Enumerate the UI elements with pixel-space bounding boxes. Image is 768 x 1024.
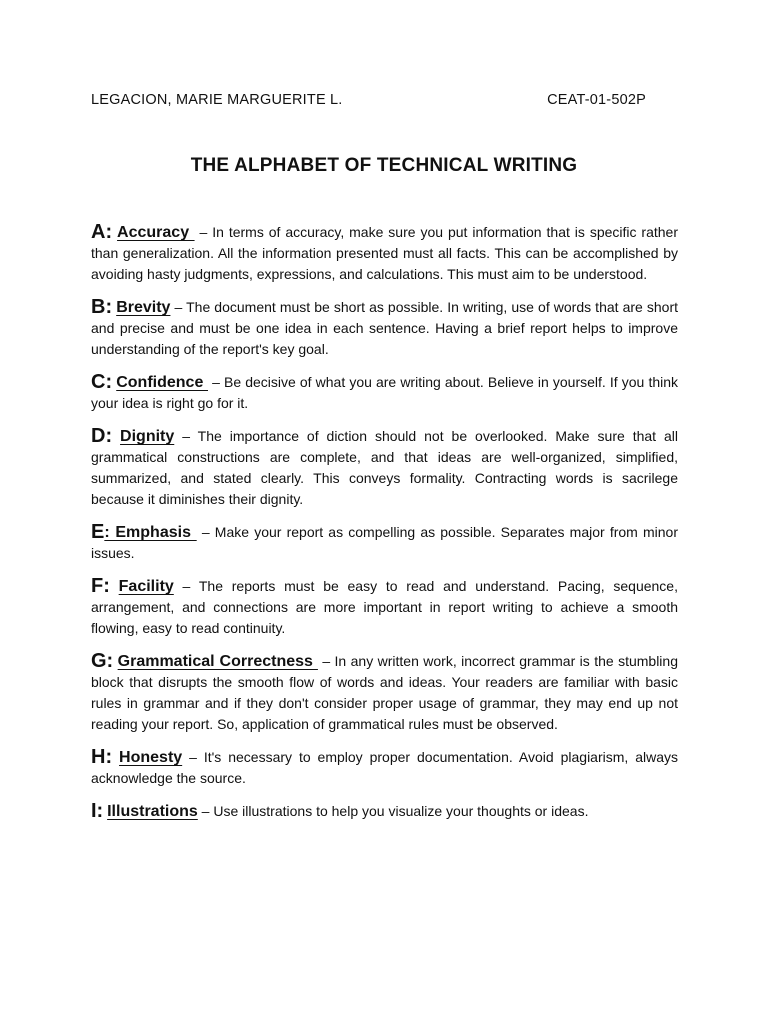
entry-list	[91, 222, 678, 836]
entry-letter: H:	[91, 746, 113, 768]
entry-dignity	[91, 426, 678, 510]
entry-dash: –	[194, 224, 213, 240]
entry-dash: –	[317, 653, 335, 669]
entry-emphasis	[91, 522, 678, 564]
entry-term: Dignity	[120, 428, 175, 445]
entry-term: Brevity	[116, 299, 171, 316]
entry-text: In terms of accuracy, make sure you put information that is specific rather than generalization. All the information presented must all facts. This can be accomplished by avoiding hasty judgments, expressions, and calculations. This must aim to be understood.	[91, 224, 679, 282]
entry-text: It's necessary to employ proper documentation. Avoid plagiarism, always acknowledge the source.	[91, 749, 679, 786]
page-title: THE ALPHABET OF TECHNICAL WRITING	[190, 155, 578, 176]
document-header	[91, 92, 646, 108]
entry-illustrations	[91, 801, 678, 822]
entry-letter: E	[91, 521, 105, 543]
entry-term: Accuracy	[117, 224, 195, 241]
entry-grammatical-correctness	[91, 651, 678, 735]
entry-text: The document must be short as possible. In writing, use of words that are short and precise and must be one idea in each sentence. Having a brief report helps to improve understanding of the report's key goal.	[91, 299, 679, 357]
entry-text: In any written work, incorrect grammar is the stumbling block that disrupts the smooth flow of words and ideas. Your readers are familiar with basic rules in grammar and if they don't consider proper usage of grammar, they may end up not reading your report. So, application of grammatical rules must be observed.	[91, 653, 678, 732]
entry-term: Illustrations	[107, 803, 198, 820]
entry-letter: F:	[91, 575, 110, 597]
entry-dash: –	[173, 578, 199, 594]
entry-dash: –	[170, 299, 187, 315]
entry-facility	[91, 576, 678, 639]
entry-letter: G:	[91, 650, 114, 672]
entry-term: Honesty	[119, 749, 183, 766]
entry-accuracy	[91, 222, 678, 285]
entry-honesty	[91, 747, 678, 789]
entry-confidence	[91, 372, 678, 414]
entry-letter: C:	[91, 371, 113, 393]
entry-brevity	[91, 297, 678, 360]
entry-dash: –	[208, 374, 224, 390]
entry-text: Use illustrations to help you visualize your thoughts or ideas.	[213, 803, 589, 819]
entry-term: Grammatical Correctness	[117, 653, 318, 670]
author-name: LEGACION, MARIE MARGUERITE L.	[91, 92, 343, 108]
entry-term: Confidence	[116, 374, 208, 391]
entry-letter: I:	[91, 800, 104, 822]
entry-dash: –	[174, 428, 198, 444]
entry-letter: B:	[91, 296, 113, 318]
entry-text: The importance of diction should not be overlooked. Make sure that all grammatical constructions are complete, and that ideas are well-organized, simplified, summarized, and stated clearly. This conveys formality. Contracting words is sacrilege because it diminishes their dignity.	[91, 428, 678, 507]
entry-text: Be decisive of what you are writing about. Believe in yourself. If you think your idea is right go for it.	[91, 374, 679, 411]
entry-text: The reports must be easy to read and understand. Pacing, sequence, arrangement, and connections are more important in report writing to achieve a smooth flowing, easy to read continuity.	[91, 578, 678, 636]
entry-dash: –	[182, 749, 204, 765]
entry-term: Facility	[118, 578, 174, 595]
entry-letter: D:	[91, 425, 113, 447]
section-code: CEAT-01-502P	[547, 92, 646, 108]
entry-term: : Emphasis	[104, 524, 197, 541]
entry-dash: –	[196, 524, 215, 540]
entry-text: Make your report as compelling as possible. Separates major from minor issues.	[91, 524, 678, 561]
entry-dash: –	[197, 803, 214, 819]
entry-letter: A:	[91, 221, 113, 243]
